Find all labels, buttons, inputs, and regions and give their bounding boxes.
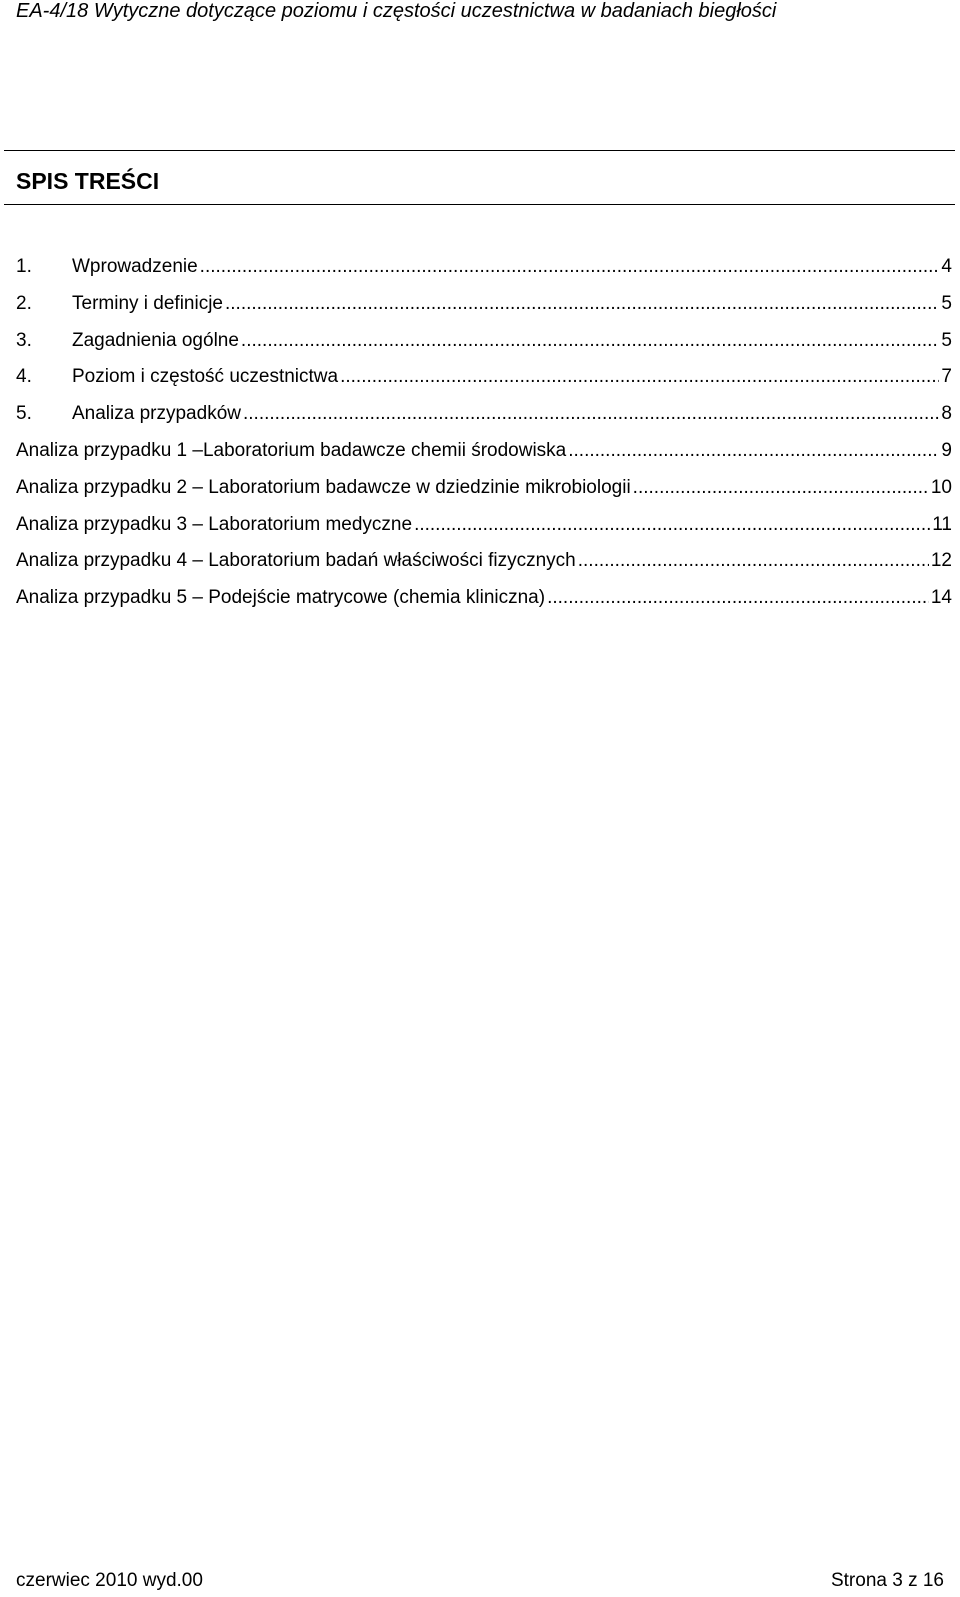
toc-entry-label: Terminy i definicje — [72, 292, 223, 314]
toc-entry-number: 4. — [16, 366, 32, 388]
toc-entry-case-1[interactable] — [16, 440, 952, 477]
toc-entry-label: Poziom i częstość uczestnictwa — [72, 366, 339, 388]
toc-entry-case-4[interactable] — [16, 550, 952, 587]
toc-entry-page: 4 — [941, 256, 952, 277]
toc-entry-label: Analiza przypadku 4 – Laboratorium badań właściwości fizycznych — [16, 550, 576, 572]
toc-entry-page: 12 — [930, 550, 952, 572]
toc-title: SPIS TREŚCI — [16, 168, 160, 194]
toc-entry-case-2[interactable] — [16, 477, 952, 514]
toc-dot-leader — [225, 293, 939, 315]
toc-top-rule — [4, 150, 955, 151]
table-of-contents — [16, 256, 952, 624]
toc-entry-case-5[interactable] — [16, 587, 952, 624]
toc-entry-analiza-przypadkow[interactable] — [16, 403, 952, 440]
toc-dot-leader — [547, 587, 929, 609]
toc-dot-leader — [578, 550, 929, 572]
toc-entry-page: 14 — [930, 587, 952, 609]
toc-dot-leader — [340, 366, 939, 388]
toc-entry-page: 8 — [941, 403, 952, 425]
toc-entry-label: Analiza przypadków — [72, 403, 241, 425]
toc-entry-number: 5. — [16, 403, 32, 425]
toc-dot-leader — [414, 514, 930, 536]
toc-entry-label: Wprowadzenie — [72, 256, 198, 277]
toc-entry-case-3[interactable] — [16, 514, 952, 551]
toc-entry-label: Analiza przypadku 5 – Podejście matrycowe (chemia kliniczna) — [16, 587, 546, 609]
toc-entry-label: Analiza przypadku 1 –Laboratorium badawcze chemii środowiska — [16, 439, 567, 461]
toc-entry-label: Analiza przypadku 2 – Laboratorium badawcze w dziedzinie mikrobiologii — [16, 476, 631, 498]
toc-entry-number: 1. — [16, 256, 32, 277]
toc-dot-leader — [633, 477, 929, 499]
footer-edition: czerwiec 2010 wyd.00 — [16, 1570, 203, 1591]
toc-dot-leader — [243, 403, 939, 425]
toc-dot-leader — [241, 330, 940, 352]
document-header-title: EA-4/18 Wytyczne dotyczące poziomu i częstości uczestnictwa w badaniach biegłości — [16, 0, 777, 22]
footer-page-number: Strona 3 z 16 — [830, 1570, 944, 1591]
toc-dot-leader — [568, 440, 939, 462]
toc-entry-page: 5 — [941, 292, 952, 314]
toc-dot-leader — [200, 256, 940, 278]
toc-entry-label: Analiza przypadku 3 – Laboratorium medyczne — [16, 513, 413, 535]
toc-entry-page: 5 — [941, 329, 952, 351]
toc-entry-page: 10 — [930, 476, 952, 498]
toc-entry-wprowadzenie[interactable] — [16, 256, 952, 293]
toc-entry-number: 3. — [16, 329, 32, 351]
toc-entry-label: Zagadnienia ogólne — [72, 329, 239, 351]
toc-entry-number: 2. — [16, 292, 32, 314]
toc-entry-page: 11 — [932, 513, 952, 535]
toc-entry-page: 9 — [941, 439, 952, 461]
toc-entry-terminy[interactable] — [16, 293, 952, 330]
toc-bottom-rule — [4, 204, 955, 205]
toc-entry-page: 7 — [941, 366, 952, 388]
toc-entry-poziom[interactable] — [16, 366, 952, 403]
toc-entry-zagadnienia[interactable] — [16, 330, 952, 367]
